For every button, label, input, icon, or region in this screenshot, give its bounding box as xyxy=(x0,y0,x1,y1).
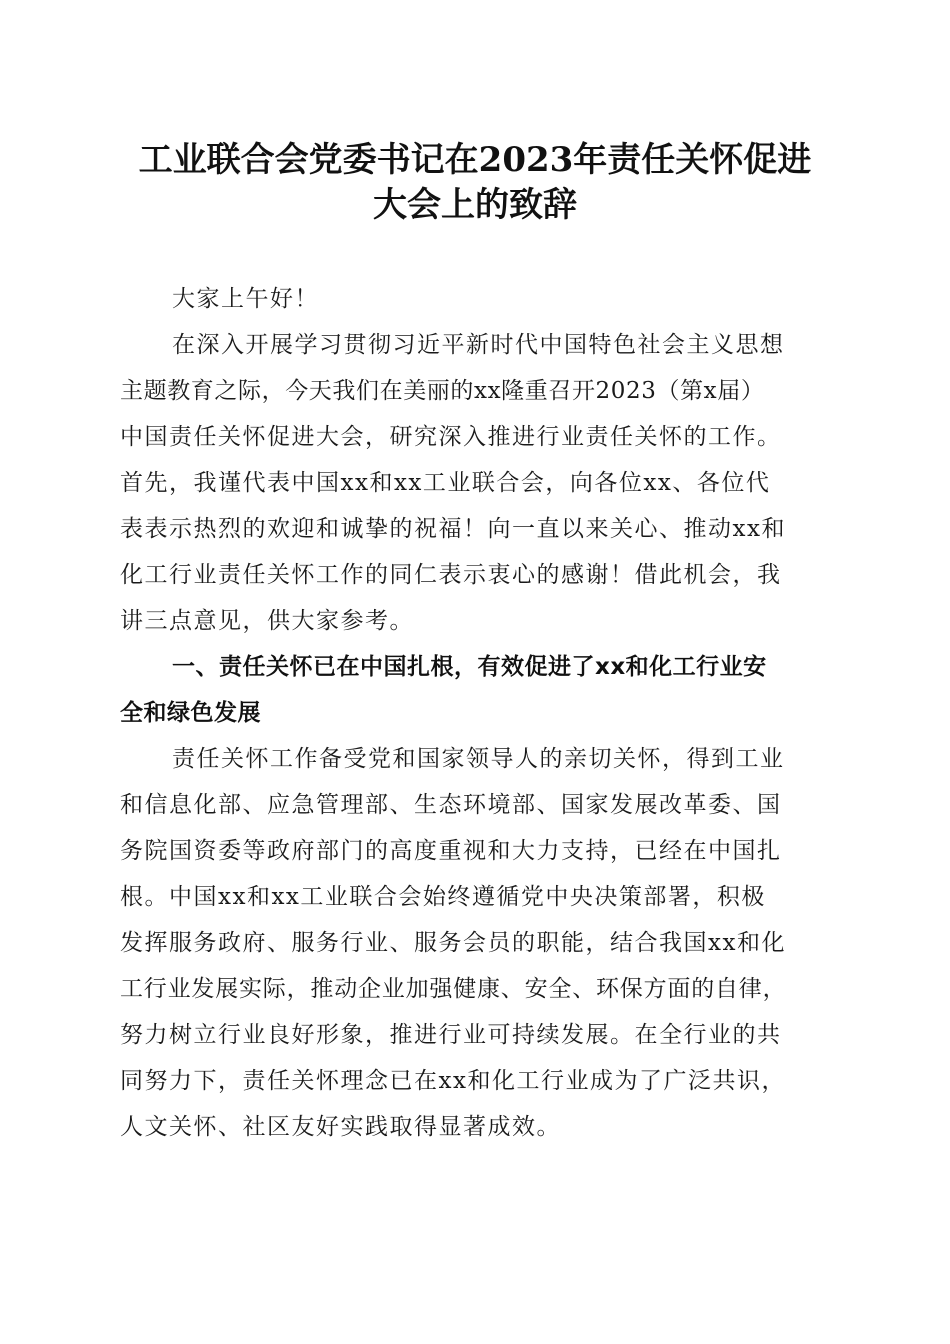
paragraph-line: 责任关怀工作备受党和国家领导人的亲切关怀，得到工业 xyxy=(172,746,785,772)
paragraph-line: 工行业发展实际，推动企业加强健康、安全、环保方面的自律， xyxy=(120,976,787,1002)
paragraph-line: 同努力下，责任关怀理念已在xx和化工行业成为了广泛共识， xyxy=(120,1068,786,1094)
heading-line: 一、责任关怀已在中国扎根，有效促进了xx和化工行业安 xyxy=(172,654,767,680)
section-heading-1 xyxy=(120,644,830,736)
paragraph-line: 表表示热烈的欢迎和诚挚的祝福！向一直以来关心、推动xx和 xyxy=(120,516,786,542)
paragraph-line: 努力树立行业良好形象，推进行业可持续发展。在全行业的共 xyxy=(120,1022,782,1048)
paragraph-1 xyxy=(120,322,830,644)
paragraph-line: 人文关怀、社区友好实践取得显著成效。 xyxy=(120,1114,561,1140)
paragraph-line: 发挥服务政府、服务行业、服务会员的职能，结合我国xx和化 xyxy=(120,930,786,956)
paragraph-line: 中国责任关怀促进大会，研究深入推进行业责任关怀的工作。 xyxy=(120,424,782,450)
paragraph-line: 务院国资委等政府部门的高度重视和大力支持，已经在中国扎 xyxy=(120,838,782,864)
paragraph-line: 主题教育之际，今天我们在美丽的xx隆重召开2023（第x届） xyxy=(120,378,765,404)
paragraph-line: 讲三点意见，供大家参考。 xyxy=(120,608,414,634)
title-line-2: 大会上的致辞 xyxy=(373,185,577,225)
document-title xyxy=(100,138,850,228)
paragraph-line: 和信息化部、应急管理部、生态环境部、国家发展改革委、国 xyxy=(120,792,782,818)
paragraph-line: 根。中国xx和xx工业联合会始终遵循党中央决策部署，积极 xyxy=(120,884,766,910)
heading-line: 全和绿色发展 xyxy=(120,700,261,726)
paragraph-2 xyxy=(120,736,830,1150)
paragraph-line: 在深入开展学习贯彻习近平新时代中国特色社会主义思想 xyxy=(172,332,785,358)
greeting: 大家上午好！ xyxy=(172,286,319,312)
title-line-1: 工业联合会党委书记在2023年责任关怀促进 xyxy=(138,140,812,180)
paragraph-line: 首先，我谨代表中国xx和xx工业联合会，向各位xx、各位代 xyxy=(120,470,771,496)
paragraph-line: 化工行业责任关怀工作的同仁表示衷心的感谢！借此机会，我 xyxy=(120,562,782,588)
document-body xyxy=(120,276,830,1150)
